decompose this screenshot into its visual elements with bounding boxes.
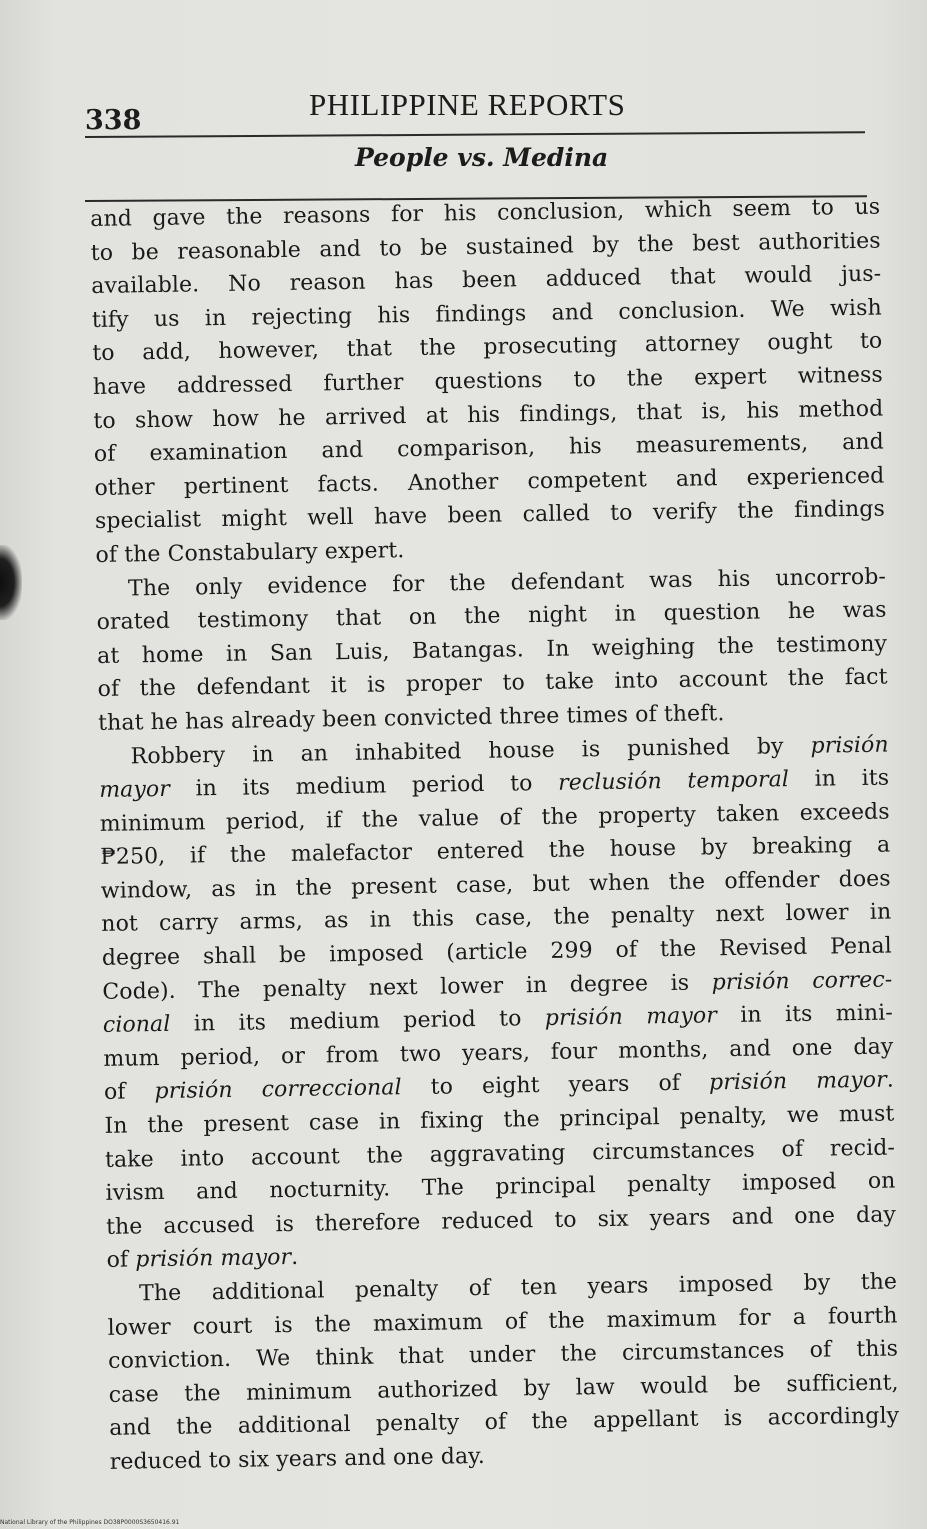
- text-line: of the defendant it is proper to take into account the fact: [97, 664, 888, 703]
- text-line: Code). The penalty next lower in degree is prisión correc-: [102, 967, 893, 1005]
- text-line: window, as in the present case, but when the offender does: [100, 866, 891, 904]
- page-number: 338: [85, 105, 142, 136]
- text-line: orated testimony that on the night in question he was: [96, 597, 887, 636]
- text-line: of the Constabulary expert.: [95, 538, 405, 568]
- text-line: case the minimum authorized by law would be sufficient,: [108, 1370, 899, 1408]
- text-line: other pertinent facts. Another competent and experienced: [94, 463, 885, 501]
- text-line: ₱250, if the malefactor entered the house by breaking a: [100, 832, 891, 871]
- text-line: specialist might well have been called to verify the findings: [94, 496, 886, 535]
- text-line: have addressed further questions to the expert witness: [92, 362, 883, 400]
- text-line: and gave the reasons for his conclusion, which seem to us: [90, 194, 881, 232]
- text-line: the accused is therefore reduced to six years and one day: [105, 1202, 897, 1240]
- text-line: reduced to six years and one day.: [109, 1443, 486, 1475]
- text-line: not carry arms, as in this case, the penalty next lower in: [101, 899, 892, 938]
- scan-binding-shadow: [0, 545, 22, 620]
- scan-credit: National Library of the Philippines DO38P0000S3650416.91: [0, 1519, 180, 1526]
- text-line: of prisión correccional to eight years of prisión mayor.: [103, 1067, 895, 1106]
- text-line: tify us in rejecting his findings and conclusion. We wish: [91, 295, 882, 333]
- text-line: of prisión mayor.: [106, 1245, 299, 1274]
- text-line: to add, however, that the prosecuting attorney ought to: [92, 328, 883, 367]
- text-line: ivism and nocturnity. The principal penalty imposed on: [105, 1168, 896, 1207]
- text-line: degree shall be imposed (article 299 of the Revised Penal: [101, 933, 892, 971]
- case-title: People vs. Medina: [355, 143, 609, 172]
- running-title: PHILIPPINE REPORTS: [309, 87, 626, 122]
- text-line: that he has already been convicted three times of theft.: [97, 701, 725, 736]
- text-line: take into account the aggravating circumstances of recid-: [104, 1135, 896, 1173]
- text-line: and the additional penalty of the appellant is accordingly: [109, 1403, 900, 1442]
- text-line: The only evidence for the defendant was his uncorrob-: [127, 564, 887, 601]
- text-line: available. No reason has been adduced that would jus-: [91, 261, 882, 300]
- text-line: to be reasonable and to be sustained by the best authorities: [90, 228, 881, 266]
- text-line: conviction. We think that under the circumstances of this: [108, 1336, 899, 1375]
- body-text: [90, 191, 900, 1480]
- text-line: minimum period, if the value of the property taken exceeds: [99, 799, 890, 837]
- text-line: The additional penalty of ten years imposed by the: [138, 1269, 898, 1307]
- text-line: In the present case in fixing the principal penalty, we must: [104, 1101, 895, 1139]
- text-line: Robbery in an inhabited house is punished by prisión: [130, 732, 889, 769]
- text-line: at home in San Luis, Batangas. In weighing the testimony: [96, 631, 888, 669]
- text-line: to show how he arrived at his findings, that is, his method: [93, 396, 884, 434]
- text-line: of examination and comparison, his measurements, and: [93, 429, 885, 468]
- text-line: mum period, or from two years, four months, and one day: [103, 1034, 894, 1072]
- text-line: lower court is the maximum of the maximum for a fourth: [107, 1303, 898, 1341]
- text-line: mayor in its medium period to reclusión temporal in its: [99, 765, 890, 804]
- text-line: cional in its medium period to prisión mayor in its mini-: [102, 1000, 894, 1039]
